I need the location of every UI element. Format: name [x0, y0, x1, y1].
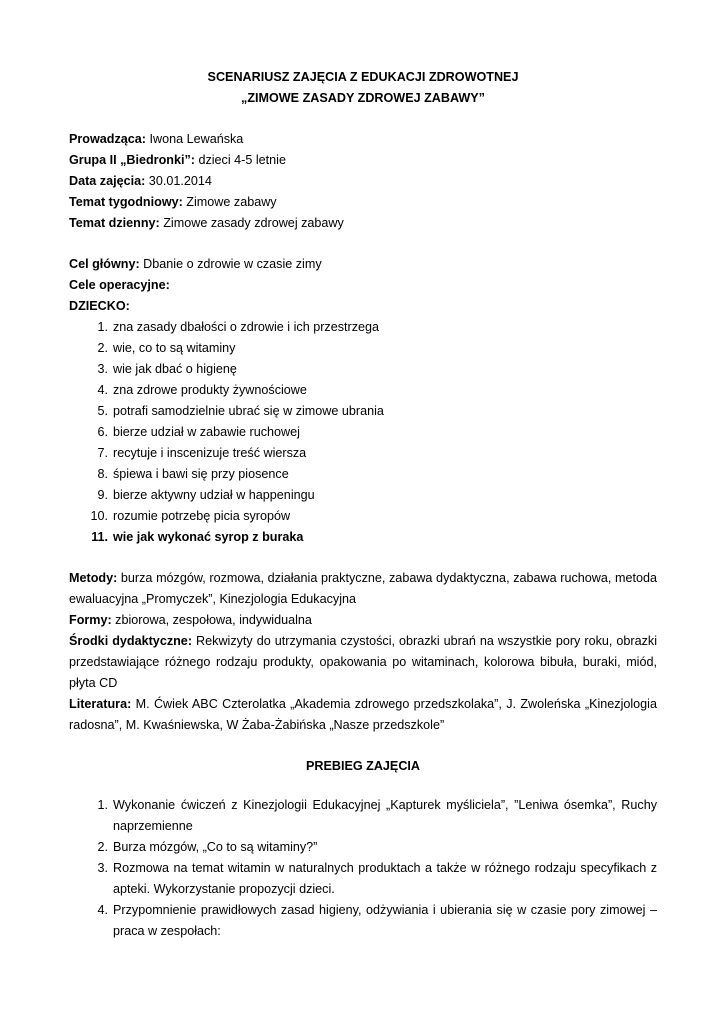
methods-value: burza mózgów, rozmowa, działania praktyczne, zabawa dydaktyczna, zabawa ruchowa, metoda ewaluacyjna „Promyczek”, Kinezjologia Edukacyjna: [69, 571, 657, 606]
list-number: 10.: [90, 509, 108, 523]
list-text: zna zasady dbałości o zdrowie i ich przestrzega: [113, 320, 379, 334]
list-item: [69, 527, 657, 548]
list-number: 11.: [91, 530, 108, 544]
info-label: Temat tygodniowy:: [69, 195, 183, 209]
literature: [69, 694, 657, 736]
list-text: potrafi samodzielnie ubrać się w zimowe ubrania: [113, 404, 384, 418]
document-title: SCENARIUSZ ZAJĘCIA Z EDUKACJI ZDROWOTNEJ: [207, 70, 519, 84]
spacer: [69, 234, 657, 254]
info-value: Zimowe zabawy: [182, 195, 277, 209]
list-text: bierze udział w zabawie ruchowej: [113, 425, 300, 439]
forms-value: zbiorowa, zespołowa, indywidualna: [111, 613, 312, 627]
list-number: 1.: [97, 798, 108, 812]
course-heading: PREBIEG ZAJĘCIA: [305, 759, 421, 773]
list-number: 3.: [97, 861, 108, 875]
list-text: rozumie potrzebę picia syropów: [113, 509, 291, 523]
info-label: Prowadząca:: [69, 132, 146, 146]
list-item: [69, 422, 657, 443]
operational-goals-label: Cele operacyjne:: [69, 278, 170, 292]
list-item: [69, 795, 657, 837]
list-text: Przypomnienie prawidłowych zasad higieny, odżywiania i ubierania się w czasie pory zimowej – praca w zespołach:: [113, 903, 657, 938]
list-number: 9.: [97, 488, 108, 502]
list-number: 7.: [97, 446, 108, 460]
main-goal-label: Cel główny:: [69, 257, 140, 271]
document-subtitle: „ZIMOWE ZASADY ZDROWEJ ZABAWY”: [241, 91, 485, 105]
info-group: [69, 150, 657, 171]
list-number: 3.: [97, 362, 108, 376]
list-number: 2.: [97, 840, 108, 854]
list-item: [69, 485, 657, 506]
main-goal-value: Dbanie o zdrowie w czasie zimy: [139, 257, 322, 271]
list-item: [69, 380, 657, 401]
list-text: wie, co to są witaminy: [113, 341, 236, 355]
methods-label: Metody:: [69, 571, 118, 585]
literature-value: M. Ćwiek ABC Czterolatka „Akademia zdrowego przedszkolaka”, J. Zwoleńska „Kinezjologia radosna”, M. Kwaśniewska, W Żaba-Żabińska „Nasze przedszkole”: [69, 697, 657, 732]
literature-label: Literatura:: [69, 697, 132, 711]
list-text: Burza mózgów, „Co to są witaminy?”: [113, 840, 318, 854]
aids-label: Środki dydaktyczne:: [69, 634, 193, 648]
info-daily-topic: [69, 213, 657, 234]
list-item: [69, 506, 657, 527]
list-number: 1.: [97, 320, 108, 334]
list-item: [69, 900, 657, 942]
list-text: bierze aktywny udział w happeningu: [113, 488, 315, 502]
document-page: [69, 67, 657, 942]
forms: [69, 610, 657, 631]
list-number: 6.: [97, 425, 108, 439]
spacer: [69, 548, 657, 568]
list-item: [69, 837, 657, 858]
info-teacher: [69, 129, 657, 150]
info-label: Temat dzienny:: [69, 216, 160, 230]
info-block: [69, 129, 657, 234]
forms-label: Formy:: [69, 613, 112, 627]
list-number: 8.: [97, 467, 108, 481]
list-number: 5.: [97, 404, 108, 418]
child-label: DZIECKO:: [69, 299, 130, 313]
info-value: dzieci 4-5 letnie: [194, 153, 286, 167]
info-value: Zimowe zasady zdrowej zabawy: [159, 216, 344, 230]
list-item: [69, 464, 657, 485]
list-text: Rozmowa na temat witamin w naturalnych produktach a także w różnego rodzaju specyfikach z apteki. Wykorzystanie propozycji dzieci.: [113, 861, 657, 896]
list-number: 2.: [97, 341, 108, 355]
list-text: wie jak dbać o higienę: [113, 362, 237, 376]
list-item: [69, 338, 657, 359]
info-value: Iwona Lewańska: [146, 132, 244, 146]
list-text: recytuje i inscenizuje treść wiersza: [113, 446, 307, 460]
course-steps-list: [69, 795, 657, 942]
list-text: śpiewa i bawi się przy piosence: [113, 467, 289, 481]
main-goal: [69, 254, 657, 275]
list-item: [69, 317, 657, 338]
list-item: [69, 858, 657, 900]
list-number: 4.: [97, 903, 108, 917]
info-value: 30.01.2014: [145, 174, 212, 188]
info-date: [69, 171, 657, 192]
list-item: [69, 359, 657, 380]
info-label: Data zajęcia:: [69, 174, 146, 188]
objectives-list: [69, 317, 657, 548]
info-weekly-topic: [69, 192, 657, 213]
list-text: Wykonanie ćwiczeń z Kinezjologii Edukacyjnej „Kapturek myśliciela”, ”Leniwa ósemka”, Ruchy naprzemienne: [113, 798, 657, 833]
list-number: 4.: [97, 383, 108, 397]
info-label: Grupa II „Biedronki”:: [69, 153, 195, 167]
methods: [69, 568, 657, 610]
aids-value: Rekwizyty do utrzymania czystości, obrazki ubrań na wszystkie pory roku, obrazki przedstawiające różnego rodzaju produkty, opakowania po witaminach, kolorowa bibuła, buraki, miód, płyta CD: [69, 634, 657, 690]
teaching-aids: [69, 631, 657, 694]
list-text: wie jak wykonać syrop z buraka: [113, 530, 304, 544]
list-text: zna zdrowe produkty żywnościowe: [113, 383, 307, 397]
list-item: [69, 401, 657, 422]
list-item: [69, 443, 657, 464]
